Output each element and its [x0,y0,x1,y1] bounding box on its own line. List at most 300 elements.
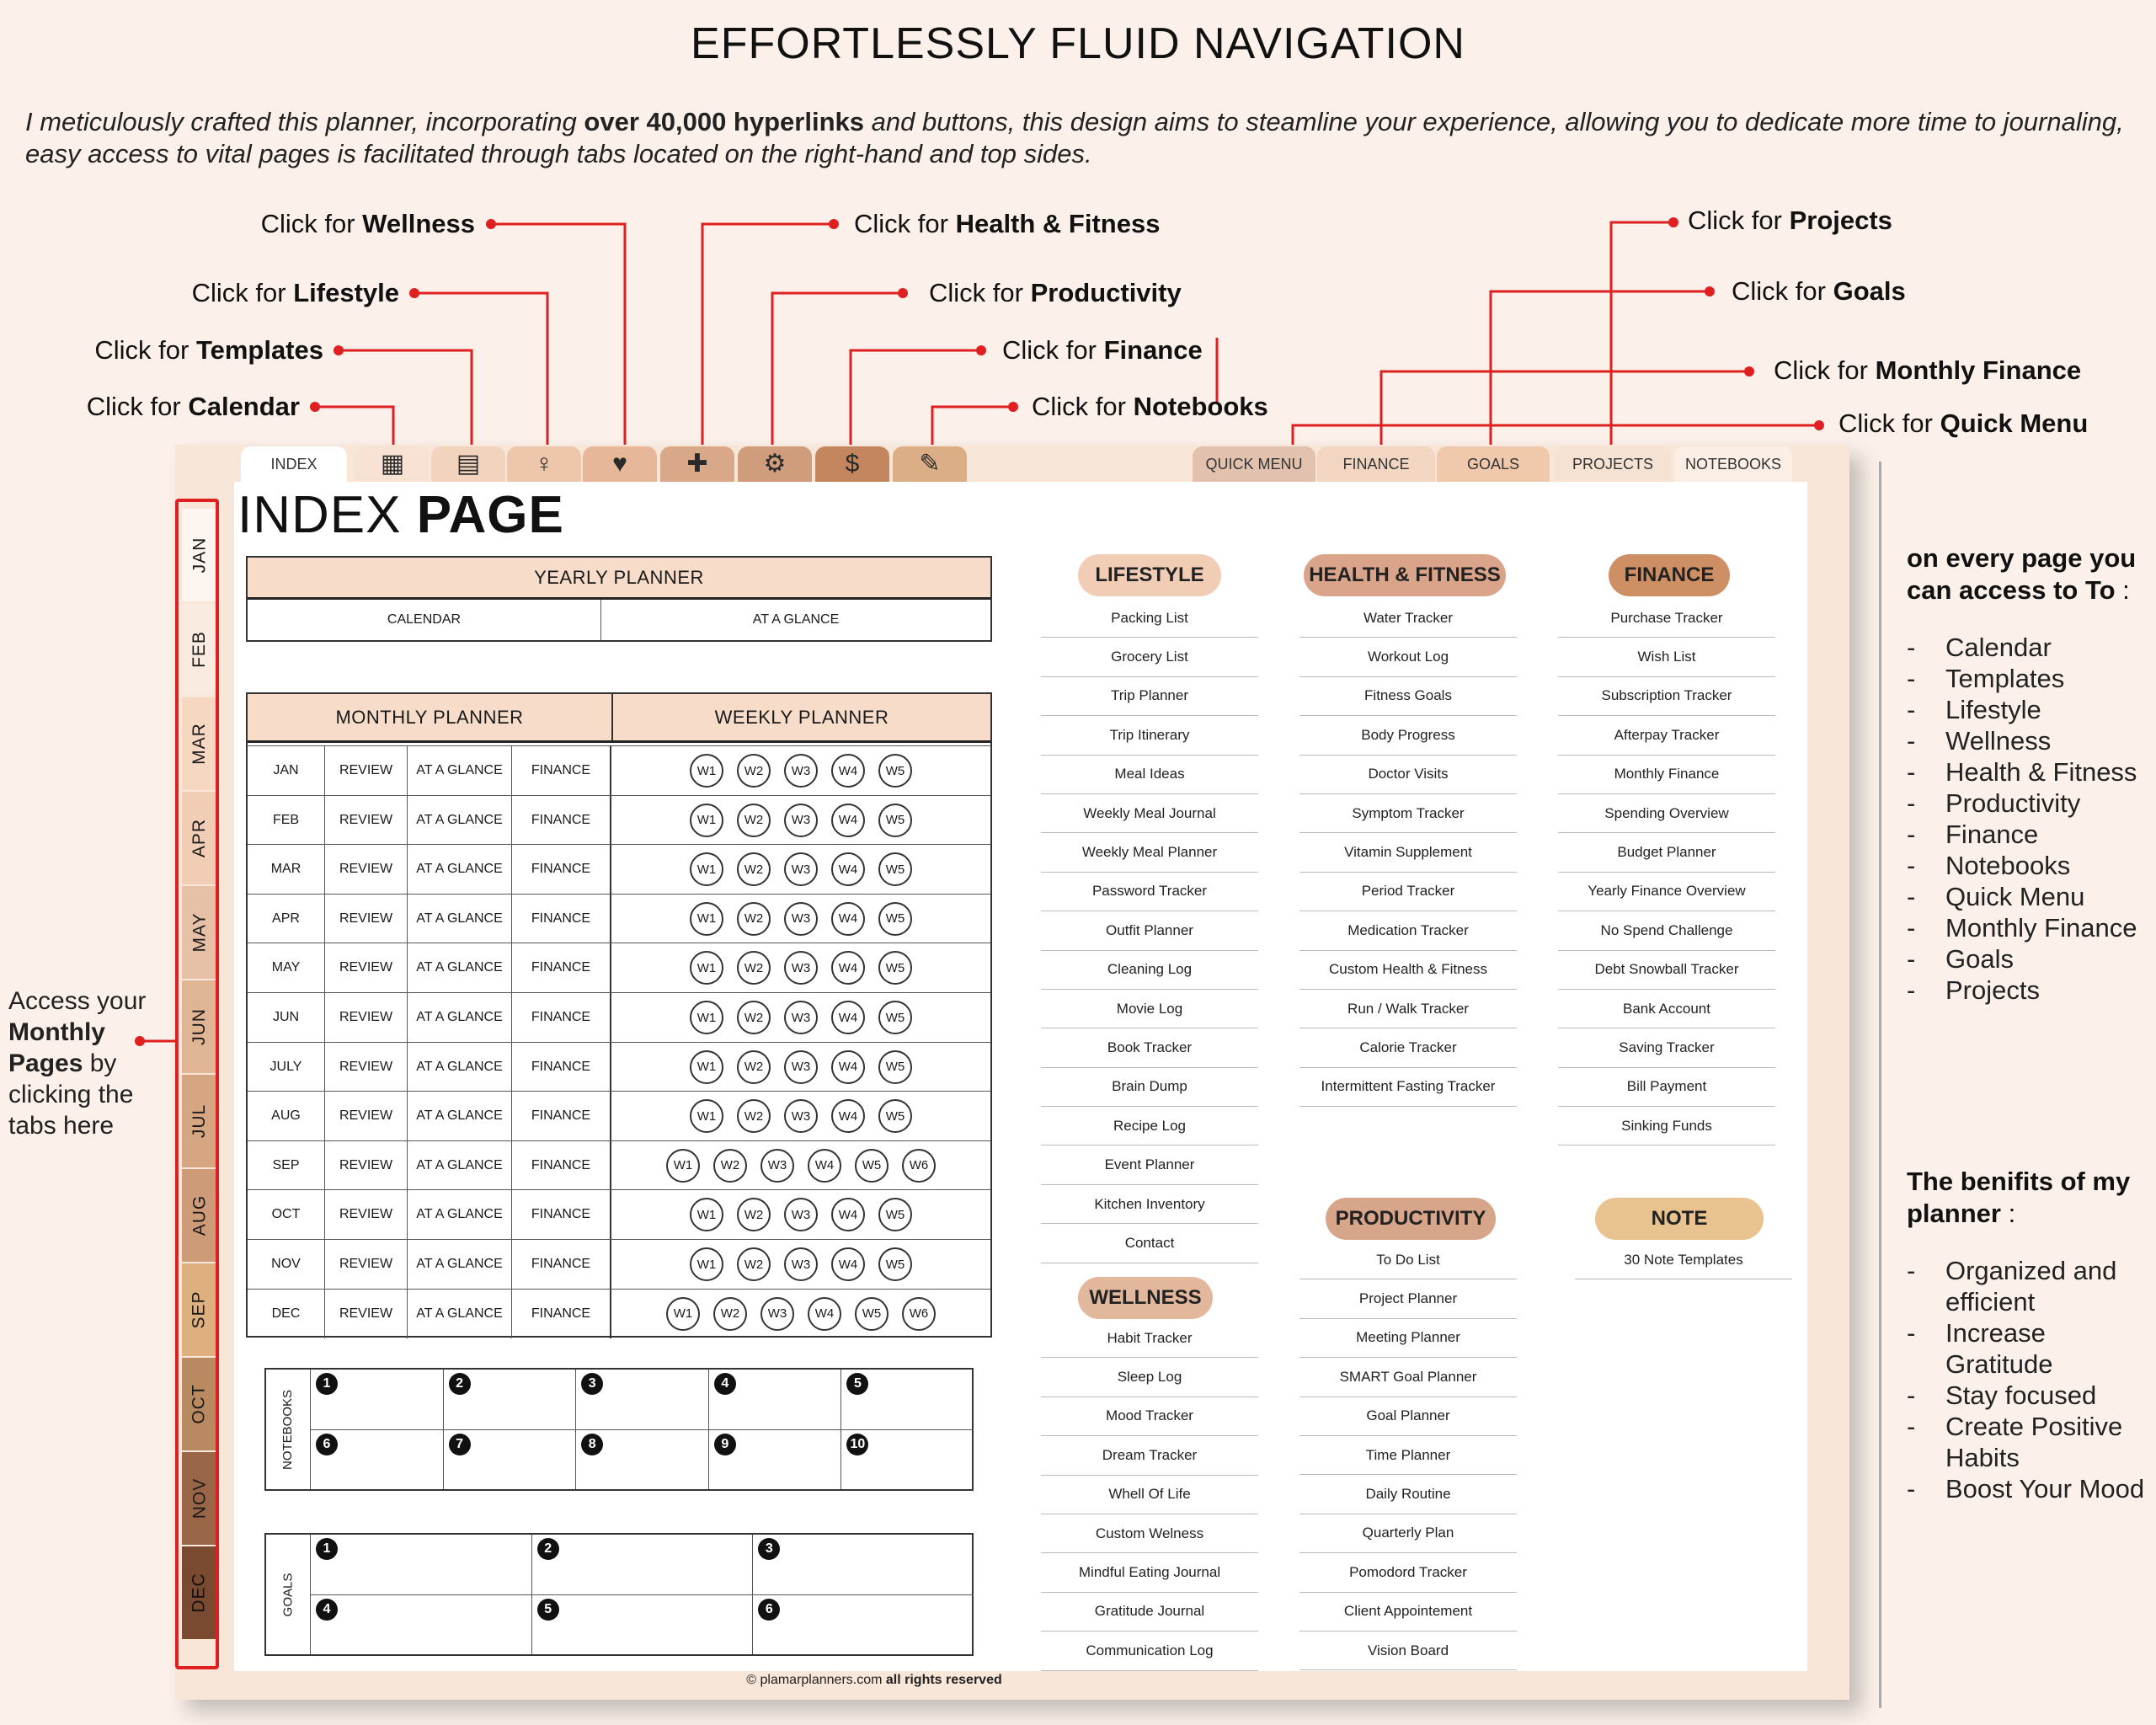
week-button[interactable]: W3 [760,1297,794,1331]
month-tab-label: FEB [189,631,209,668]
glance-link[interactable]: AT A GLANCE [408,943,512,992]
week-button[interactable]: W5 [878,852,912,886]
list-item[interactable]: Calorie Tracker [1299,1028,1517,1067]
feature-list-access [1907,542,2151,1006]
calendar-icon: ▦ [380,450,405,478]
week-links [611,943,990,992]
list-item[interactable]: Period Tracker [1299,873,1517,911]
list-item[interactable]: Client Appointement [1299,1593,1517,1632]
month-tab-label: JUN [189,1008,209,1045]
review-link[interactable]: REVIEW [325,746,408,795]
number-badge: 3 [581,1373,603,1395]
week-button[interactable]: W5 [878,1099,912,1133]
list-item[interactable]: Kitchen Inventory [1041,1185,1258,1224]
week-button[interactable]: W1 [690,1001,723,1034]
list-item[interactable]: Medication Tracker [1299,911,1517,950]
list-item[interactable]: Vision Board [1299,1632,1517,1670]
month-tabs-highlight [175,499,219,1669]
tab-wellness[interactable] [583,446,657,482]
list-item[interactable]: Brain Dump [1041,1068,1258,1107]
week-button[interactable]: W2 [737,951,771,985]
grid-cell[interactable] [531,1594,753,1654]
number-badge: 2 [449,1373,471,1395]
tab-notebooks-icon[interactable] [893,446,967,482]
tab-projects[interactable] [1555,446,1671,482]
month-link[interactable]: JAN [248,746,325,795]
month-link[interactable]: MAR [248,845,325,894]
list-item[interactable]: Quarterly Plan [1299,1514,1517,1553]
list-item[interactable]: Afterpay Tracker [1558,716,1775,755]
grid-cell[interactable] [841,1429,974,1489]
tab-index-label: INDEX [270,455,318,473]
health-fitness-heading[interactable]: HEALTH & FITNESS [1304,554,1506,596]
week-button[interactable]: W6 [902,1149,936,1183]
week-links [611,1240,990,1289]
week-button[interactable]: W1 [690,902,723,936]
month-tab-label: DEC [189,1573,209,1613]
list-item[interactable]: Debt Snowball Tracker [1558,951,1775,990]
list-item[interactable]: Dream Tracker [1041,1436,1258,1475]
review-link[interactable]: REVIEW [325,845,408,894]
finance-link[interactable]: FINANCE [512,1092,611,1140]
week-button[interactable]: W1 [690,1198,723,1231]
month-link[interactable]: JUN [248,993,325,1042]
notebooks-icon: ✎ [919,450,941,478]
callout-calendar: Click for Calendar [86,392,300,421]
list-item[interactable]: Spending Overview [1558,794,1775,833]
week-button[interactable]: W3 [784,1198,818,1231]
week-button[interactable]: W1 [666,1297,700,1331]
week-button[interactable]: W2 [737,1001,771,1034]
list-item[interactable]: Packing List [1041,599,1258,638]
notebooks-grid [264,1368,974,1491]
list-item[interactable]: Trip Planner [1041,677,1258,716]
list-item[interactable]: Run / Walk Tracker [1299,990,1517,1028]
week-button[interactable]: W1 [666,1149,700,1183]
week-button[interactable]: W4 [831,1247,865,1281]
week-button[interactable]: W2 [737,754,771,788]
list-item[interactable]: Meal Ideas [1041,756,1258,794]
number-badge: 10 [846,1434,868,1455]
glance-link[interactable]: AT A GLANCE [408,1141,512,1190]
list-item[interactable]: No Spend Challenge [1558,911,1775,950]
month-tab-label: APR [189,818,209,858]
finance-heading[interactable]: FINANCE [1609,554,1730,596]
glance-link[interactable]: AT A GLANCE [408,1043,512,1092]
week-button[interactable]: W3 [784,852,818,886]
month-tab-label: JAN [189,537,209,574]
finance-list [1558,599,1775,1146]
number-badge: 4 [316,1599,338,1621]
note-heading[interactable]: NOTE [1595,1198,1764,1240]
productivity-heading[interactable]: PRODUCTIVITY [1326,1198,1496,1240]
finance-link[interactable]: FINANCE [512,993,611,1042]
list-item[interactable]: Trip Itinerary [1041,716,1258,755]
month-link[interactable]: NOV [248,1240,325,1289]
grid-cell[interactable] [531,1535,753,1594]
list-item: - Health & Fitness [1907,756,2151,788]
week-button[interactable]: W3 [760,1149,794,1183]
week-button[interactable]: W3 [784,951,818,985]
tab-finance-label: FINANCE [1342,455,1410,473]
tab-notebooks[interactable] [1674,446,1792,482]
glance-link[interactable]: AT A GLANCE [408,1190,512,1239]
health-fitness-list [1299,599,1517,1107]
tab-finance[interactable] [1317,446,1435,482]
finance-link[interactable]: FINANCE [512,1240,611,1289]
tab-templates[interactable] [431,446,505,482]
grid-cell[interactable] [310,1535,531,1594]
list-item[interactable]: SMART Goal Planner [1299,1358,1517,1397]
table-row [248,894,990,943]
review-link[interactable]: REVIEW [325,1092,408,1140]
week-links [611,1290,990,1338]
grid-cell[interactable] [575,1429,708,1489]
week-button[interactable]: W5 [878,804,912,837]
callout-productivity: Click for Productivity [929,278,1182,307]
week-button[interactable]: W3 [784,754,818,788]
week-button[interactable]: W2 [737,1099,771,1133]
productivity-icon: ⚙ [763,450,787,478]
week-button[interactable]: W5 [878,754,912,788]
list-item[interactable]: Purchase Tracker [1558,599,1775,638]
list-item[interactable]: Outfit Planner [1041,911,1258,950]
page-title: INDEX PAGE [237,486,564,544]
review-link[interactable]: REVIEW [325,895,408,943]
list-item[interactable]: Sinking Funds [1558,1107,1775,1146]
list-item: - Calendar [1907,632,2151,663]
callout-finance: Click for Finance [1002,335,1203,365]
list-item: - Boost Your Mood [1907,1473,2154,1504]
yearly-glance-link[interactable]: AT A GLANCE [752,612,840,627]
headline: EFFORTLESSLY FLUID NAVIGATION [691,19,1465,68]
list-item[interactable]: Meeting Planner [1299,1319,1517,1358]
list-item: - Templates [1907,663,2151,694]
week-button[interactable]: W5 [855,1297,889,1331]
list-item: - Create Positive Habits [1907,1411,2154,1473]
list-item[interactable]: Weekly Meal Journal [1041,794,1258,833]
list-item[interactable]: Budget Planner [1558,833,1775,872]
list-item[interactable]: Communication Log [1041,1632,1258,1670]
templates-icon: ▤ [456,450,481,478]
month-link[interactable]: OCT [248,1190,325,1239]
list-item[interactable]: Weekly Meal Planner [1041,833,1258,872]
week-button[interactable]: W2 [737,902,771,936]
list-item[interactable]: Gratitude Journal [1041,1593,1258,1632]
list-item[interactable]: Mindful Eating Journal [1041,1553,1258,1592]
week-button[interactable]: W5 [878,1198,912,1231]
week-links [611,1190,990,1239]
intro-text: I meticulously crafted this planner, incorporating over 40,000 hyperlinks and buttons, this design aims to steamline your experience, allowing you to dedicate more time to journaling, easy access to vital pages is facilitated through tabs located on the right-hand and top sides. [25,107,2124,168]
list-item[interactable]: Project Planner [1299,1279,1517,1318]
list-item[interactable]: Time Planner [1299,1436,1517,1475]
tab-health-fitness[interactable] [660,446,734,482]
week-button[interactable]: W2 [737,804,771,837]
glance-link[interactable]: AT A GLANCE [408,845,512,894]
access-heading: on every page you can access to To : [1907,543,2137,605]
table-row [248,1189,990,1239]
list-item[interactable]: Monthly Finance [1558,756,1775,794]
review-link[interactable]: REVIEW [325,1043,408,1092]
goals-label: GOALS [280,1573,296,1616]
week-button[interactable]: W3 [784,1247,818,1281]
finance-icon: $ [845,450,860,478]
list-item[interactable]: Workout Log [1299,638,1517,676]
week-button[interactable]: W3 [784,902,818,936]
list-item[interactable]: Movie Log [1041,990,1258,1028]
callout-quick-menu: Click for Quick Menu [1838,409,2089,438]
grid-cell[interactable] [841,1370,974,1429]
finance-link[interactable]: FINANCE [512,895,611,943]
week-links [611,1043,990,1092]
list-item[interactable]: Body Progress [1299,716,1517,755]
month-tab-label: MAY [189,912,210,953]
week-button[interactable]: W4 [831,951,865,985]
tab-projects-label: PROJECTS [1572,455,1653,473]
week-button[interactable]: W4 [808,1149,841,1183]
review-link[interactable]: REVIEW [325,993,408,1042]
lifestyle-heading[interactable]: LIFESTYLE [1078,554,1221,596]
number-badge: 8 [581,1434,603,1455]
week-links [611,796,990,845]
month-link[interactable]: MAY [248,943,325,992]
week-button[interactable]: W4 [831,1198,865,1231]
week-button[interactable]: W5 [878,1050,912,1084]
grid-cell[interactable] [752,1535,974,1594]
list-item[interactable]: Bill Payment [1558,1068,1775,1107]
grid-cell[interactable] [310,1594,531,1654]
glance-link[interactable]: AT A GLANCE [408,1240,512,1289]
number-badge: 9 [714,1434,736,1455]
week-button[interactable]: W1 [690,852,723,886]
tab-quick-menu[interactable] [1193,446,1315,482]
week-button[interactable]: W2 [713,1297,747,1331]
week-links [611,993,990,1042]
week-button[interactable]: W4 [831,754,865,788]
list-item[interactable]: Grocery List [1041,638,1258,676]
list-item: - Monthly Finance [1907,912,2151,943]
month-link[interactable]: APR [248,895,325,943]
lifestyle-icon: ♀ [534,450,554,478]
list-item[interactable]: Goal Planner [1299,1397,1517,1436]
review-link[interactable]: REVIEW [325,1290,408,1338]
week-button[interactable]: W5 [855,1149,889,1183]
week-links [611,845,990,894]
grid-cell[interactable] [443,1429,576,1489]
list-item[interactable]: Habit Tracker [1041,1319,1258,1358]
list-item[interactable]: Event Planner [1041,1146,1258,1184]
list-item[interactable]: Intermittent Fasting Tracker [1299,1068,1517,1107]
week-button[interactable]: W1 [690,1247,723,1281]
week-button[interactable]: W4 [831,902,865,936]
finance-link[interactable]: FINANCE [512,845,611,894]
week-button[interactable]: W4 [831,1050,865,1084]
callout-notebooks: Click for Notebooks [1032,392,1268,421]
list-item[interactable]: To Do List [1299,1241,1517,1279]
week-button[interactable]: W1 [690,1099,723,1133]
review-link[interactable]: REVIEW [325,943,408,992]
month-link[interactable]: AUG [248,1092,325,1140]
list-item[interactable]: Cleaning Log [1041,951,1258,990]
table-row [248,992,990,1042]
list-item[interactable]: Custom Health & Fitness [1299,951,1517,990]
tab-calendar[interactable] [355,446,430,482]
grid-cell[interactable] [310,1429,443,1489]
week-button[interactable]: W5 [878,1001,912,1034]
week-button[interactable]: W5 [878,1247,912,1281]
week-button[interactable]: W3 [784,1050,818,1084]
wellness-icon: ♥ [612,450,627,478]
list-item[interactable]: Yearly Finance Overview [1558,873,1775,911]
callout-lifestyle: Click for Lifestyle [191,278,399,307]
productivity-list [1299,1241,1517,1670]
review-link[interactable]: REVIEW [325,1190,408,1239]
list-item: - Notebooks [1907,850,2151,881]
list-item: - Organized and efficient [1907,1255,2154,1317]
goals-grid [264,1533,974,1656]
glance-link[interactable]: AT A GLANCE [408,746,512,795]
table-row [248,1091,990,1140]
notebooks-label: NOTEBOOKS [280,1389,296,1470]
footer-copyright: © plamarplanners.com all rights reserved [746,1673,1002,1687]
number-badge: 3 [758,1538,780,1560]
review-link[interactable]: REVIEW [325,796,408,845]
month-link[interactable]: JULY [248,1043,325,1092]
number-badge: 5 [537,1599,559,1621]
benefits-heading: The benifits of my planner : [1907,1167,2131,1228]
tab-lifestyle[interactable] [507,446,581,482]
list-item[interactable]: Book Tracker [1041,1028,1258,1067]
grid-cell[interactable] [443,1370,576,1429]
finance-link[interactable]: FINANCE [512,1141,611,1190]
list-item[interactable]: Custom Welness [1041,1514,1258,1553]
list-item[interactable]: Password Tracker [1041,873,1258,911]
week-button[interactable]: W3 [784,804,818,837]
week-button[interactable]: W4 [831,804,865,837]
list-item: - Goals [1907,943,2151,975]
list-item: - Wellness [1907,725,2151,756]
grid-cell[interactable] [708,1429,841,1489]
feature-list-benefits [1907,1166,2154,1504]
list-item[interactable]: Vitamin Supplement [1299,833,1517,872]
month-tab-label: NOV [189,1477,210,1519]
glance-link[interactable]: AT A GLANCE [408,1092,512,1140]
month-tab-label: OCT [189,1384,210,1424]
table-row [248,1239,990,1289]
list-item[interactable]: Fitness Goals [1299,677,1517,716]
week-button[interactable]: W1 [690,1050,723,1084]
week-button[interactable]: W4 [831,852,865,886]
week-button[interactable]: W1 [690,804,723,837]
list-item[interactable]: Whell Of Life [1041,1476,1258,1514]
callout-templates: Click for Templates [94,335,323,365]
week-button[interactable]: W3 [784,1001,818,1034]
list-item[interactable]: Water Tracker [1299,599,1517,638]
grid-cell[interactable] [752,1594,974,1654]
glance-link[interactable]: AT A GLANCE [408,895,512,943]
week-button[interactable]: W1 [690,754,723,788]
week-links [611,1092,990,1140]
grid-cell[interactable] [575,1370,708,1429]
table-row [248,1289,990,1338]
list-item[interactable]: Subscription Tracker [1558,677,1775,716]
list-item[interactable]: Bank Account [1558,990,1775,1028]
list-item[interactable]: Doctor Visits [1299,756,1517,794]
list-item[interactable]: Contact [1041,1224,1258,1263]
list-item[interactable]: Daily Routine [1299,1475,1517,1514]
glance-link[interactable]: AT A GLANCE [408,796,512,845]
glance-link[interactable]: AT A GLANCE [408,993,512,1042]
glance-link[interactable]: AT A GLANCE [408,1290,512,1338]
number-badge: 2 [537,1538,559,1560]
review-link[interactable]: REVIEW [325,1240,408,1289]
list-item[interactable]: Recipe Log [1041,1107,1258,1146]
table-row [248,1140,990,1190]
finance-link[interactable]: FINANCE [512,943,611,992]
month-link[interactable]: FEB [248,796,325,845]
tab-quick-menu-label: QUICK MENU [1205,455,1303,473]
month-link[interactable]: SEP [248,1141,325,1190]
table-row [248,1042,990,1092]
finance-link[interactable]: FINANCE [512,746,611,795]
week-button[interactable]: W4 [831,1099,865,1133]
list-item[interactable]: Wish List [1558,638,1775,676]
review-link[interactable]: REVIEW [325,1141,408,1190]
grid-cell[interactable] [310,1370,443,1429]
table-row [248,745,990,795]
tab-goals[interactable] [1437,446,1550,482]
list-item: - Lifestyle [1907,694,2151,725]
finance-link[interactable]: FINANCE [512,796,611,845]
finance-link[interactable]: FINANCE [512,1190,611,1239]
list-item[interactable]: Mood Tracker [1041,1397,1258,1436]
wellness-list [1041,1319,1258,1671]
tab-goals-label: GOALS [1466,455,1520,473]
week-button[interactable]: W1 [690,951,723,985]
number-badge: 7 [449,1434,471,1455]
week-button[interactable]: W2 [737,1198,771,1231]
tab-finance-icon[interactable] [815,446,889,482]
month-link[interactable]: DEC [248,1290,325,1338]
list-item[interactable]: Sleep Log [1041,1358,1258,1397]
finance-link[interactable]: FINANCE [512,1043,611,1092]
week-button[interactable]: W2 [713,1149,747,1183]
week-button[interactable]: W6 [902,1297,936,1331]
wellness-heading[interactable]: WELLNESS [1078,1277,1213,1319]
week-button[interactable]: W5 [878,951,912,985]
list-item: - Finance [1907,819,2151,850]
week-button[interactable]: W4 [831,1001,865,1034]
list-item[interactable]: 30 Note Templates [1575,1241,1792,1279]
week-button[interactable]: W5 [878,902,912,936]
tab-index[interactable] [241,446,347,482]
week-links [611,746,990,795]
tab-productivity[interactable] [738,446,812,482]
grid-cell[interactable] [708,1370,841,1429]
yearly-calendar-link[interactable]: CALENDAR [248,600,601,640]
lifestyle-list [1041,599,1258,1263]
list-item[interactable]: Saving Tracker [1558,1028,1775,1067]
week-button[interactable]: W2 [737,852,771,886]
list-item[interactable]: Symptom Tracker [1299,794,1517,833]
week-button[interactable]: W2 [737,1247,771,1281]
list-item[interactable]: Pomodord Tracker [1299,1553,1517,1592]
monthly-planner-title: MONTHLY PLANNER [248,694,613,740]
finance-link[interactable]: FINANCE [512,1290,611,1338]
week-button[interactable]: W4 [808,1297,841,1331]
week-button[interactable]: W3 [784,1099,818,1133]
week-button[interactable]: W2 [737,1050,771,1084]
